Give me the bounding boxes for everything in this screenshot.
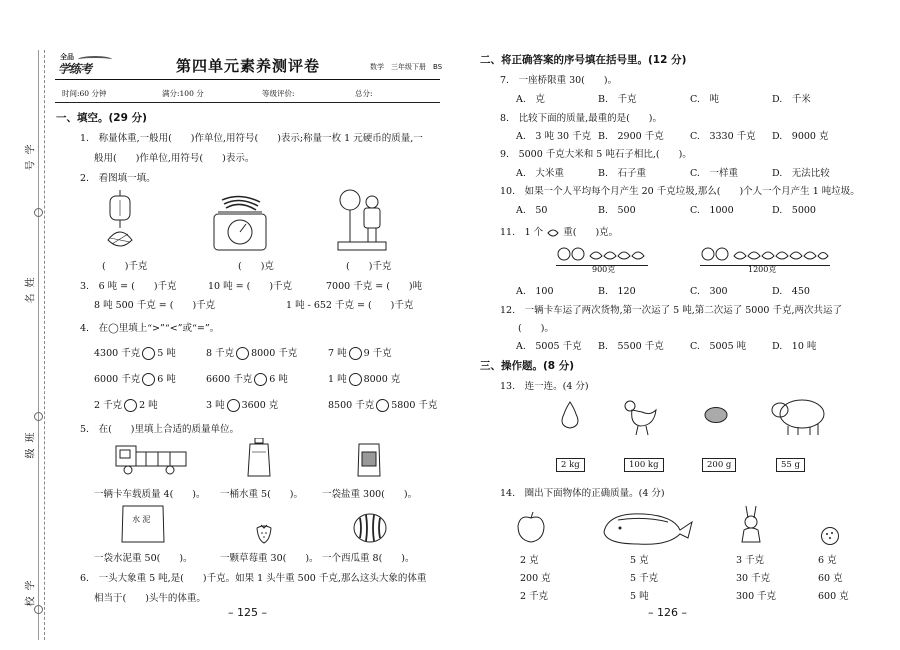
q4-r2-e: 1 吨	[328, 374, 347, 385]
q14-apple-3[interactable]: 2 千克	[520, 591, 549, 602]
q4-r3-d: 3600 克	[241, 400, 279, 411]
q4-r2-c: 6600 千克	[206, 374, 253, 385]
binding-line-solid	[38, 50, 39, 640]
q6-line1: 6. 一头大象重 5 吨,是( )千克。如果 1 头牛重 500 千克,那么这头大象的体重	[80, 573, 427, 584]
q10-text: 10. 如果一个人平均每个月产生 20 千克垃圾,那么( )个人一个月产生 1 吨垃圾。	[500, 186, 860, 197]
q1-line2: 般用( )作单位,用符号( )表示。	[94, 153, 255, 164]
chicken-illustration	[620, 396, 660, 436]
q3-r1-c1: 3. 6 吨 = ( )千克	[80, 281, 177, 292]
spring-scale-illustration	[100, 190, 140, 252]
section-1-heading: 一、填空。(29 分)	[56, 112, 147, 124]
q4-r1-b: 5 吨	[157, 348, 176, 359]
q14-apple-1[interactable]: 2 克	[520, 555, 539, 566]
watermelon-illustration	[352, 512, 388, 544]
truck-illustration	[114, 440, 188, 476]
q8-option-d[interactable]: D. 9000 克	[772, 131, 829, 142]
binding-hole	[34, 412, 43, 421]
q4-r2-a: 6000 千克	[94, 374, 141, 385]
q11-option-d[interactable]: D. 450	[772, 286, 810, 297]
q4-text: 4. 在◯里填上“>”“<”或“=”。	[80, 323, 220, 334]
q14-ball-2[interactable]: 60 克	[818, 573, 843, 584]
q3-r1-c2: 10 吨 = ( )千克	[208, 281, 293, 292]
q4-row-1-col-2	[206, 345, 297, 360]
q12-option-b[interactable]: B. 5500 千克	[598, 341, 664, 352]
q7-option-b[interactable]: B. 千克	[598, 94, 637, 105]
compare-circle[interactable]	[236, 347, 249, 360]
side-label-student-no-1: 学	[25, 144, 37, 155]
binding-hole	[34, 208, 43, 217]
q10-option-a[interactable]: A. 50	[516, 205, 548, 216]
q4-r1-d: 8000 千克	[251, 348, 298, 359]
q4-row-2-col-2	[206, 371, 288, 386]
info-time: 时间:60 分钟	[62, 89, 107, 98]
q8-option-a[interactable]: A. 3 吨 30 千克	[516, 131, 592, 142]
page-number-left: – 125 –	[228, 606, 267, 619]
q4-r2-f: 8000 克	[363, 374, 401, 385]
side-label-school-1: 学	[25, 580, 37, 591]
fruit-group-1200g	[700, 244, 830, 264]
weight-tag-100kg[interactable]: 100 kg	[624, 458, 664, 472]
compare-circle[interactable]	[349, 347, 362, 360]
q9-option-c[interactable]: C. 一样重	[690, 168, 738, 179]
q12-line2: ( )。	[518, 323, 554, 334]
book-meta: 数学 三年级下册 BS	[370, 63, 443, 71]
q10-option-c[interactable]: C. 1000	[690, 205, 734, 216]
q5-r2-c3: 一个西瓜重 8( )。	[322, 553, 415, 564]
q14-rabbit-3[interactable]: 300 千克	[736, 591, 777, 602]
q11-option-a[interactable]: A. 100	[516, 286, 554, 297]
q1-line1: 1. 称量体重,一般用( )作单位,用符号( )表示;称量一枚 1 元硬币的质量,一	[80, 133, 423, 144]
brand-logo	[58, 54, 108, 74]
q10-option-d[interactable]: D. 5000	[772, 205, 816, 216]
q5-r2-c2: 一颗草莓重 30( )。	[220, 553, 319, 564]
ball-illustration	[820, 526, 840, 546]
q11-option-c[interactable]: C. 300	[690, 286, 728, 297]
logo-swoosh	[78, 56, 112, 63]
q4-row-1	[94, 345, 176, 360]
side-label-student-no-2: 号	[25, 160, 37, 171]
compare-circle[interactable]	[124, 399, 137, 412]
q4-r3-e: 8500 千克	[328, 400, 375, 411]
q14-whale-1[interactable]: 5 克	[630, 555, 649, 566]
q11-text-a: 11. 1 个	[500, 227, 544, 238]
pear-illustration	[558, 400, 582, 430]
cement-bag-label: 水 泥	[132, 515, 151, 524]
q11-text-b: 重( )克。	[563, 227, 619, 238]
q4-row-3-col-2	[206, 397, 278, 412]
q2-answer-2: ( )克	[238, 261, 274, 272]
info-full-score: 满分:100 分	[162, 89, 204, 98]
side-label-school-2: 校	[25, 596, 37, 607]
q14-ball-1[interactable]: 6 克	[818, 555, 837, 566]
q5-r2-c1: 一袋水泥重 50( )。	[94, 553, 193, 564]
q9-option-d[interactable]: D. 无法比较	[772, 168, 830, 179]
weight-tag-200g[interactable]: 200 g	[702, 458, 736, 472]
q8-text: 8. 比较下面的质量,最重的是( )。	[500, 113, 662, 124]
q4-row-3-col-3	[328, 397, 437, 412]
compare-circle[interactable]	[142, 347, 155, 360]
q7-option-c[interactable]: C. 吨	[690, 94, 719, 105]
q3-r2-c2: 1 吨 - 652 千克 = ( )千克	[286, 300, 414, 311]
q14-text: 14. 圈出下面物体的正确质量。(4 分)	[500, 488, 665, 499]
page-title: 第四单元素养测评卷	[176, 57, 321, 75]
strawberry-illustration	[254, 522, 274, 544]
q3-r1-c3: 7000 千克 = ( )吨	[326, 281, 423, 292]
q12-option-d[interactable]: D. 10 吨	[772, 341, 817, 352]
pig-illustration	[770, 394, 830, 436]
brand-logo-main: 学练考	[58, 62, 92, 76]
binding-line	[44, 50, 45, 640]
q2-answer-1: ( )千克	[102, 261, 148, 272]
weight-900g-label: 900克	[592, 265, 616, 274]
side-label-name-1: 姓	[25, 277, 37, 288]
q4-r3-f: 5800 千克	[391, 400, 438, 411]
side-label-name-2: 名	[25, 293, 37, 304]
q4-row-2-col-3	[328, 371, 400, 386]
q4-r2-b: 6 吨	[157, 374, 176, 385]
q14-apple-2[interactable]: 200 克	[520, 573, 551, 584]
q5-text: 5. 在( )里填上合适的质量单位。	[80, 424, 239, 435]
salt-bag-illustration	[356, 442, 382, 478]
q4-r1-c: 8 千克	[206, 348, 235, 359]
weight-tag-55g[interactable]: 55 g	[776, 458, 805, 472]
q14-rabbit-1[interactable]: 3 千克	[736, 555, 765, 566]
q4-r2-d: 6 吨	[269, 374, 288, 385]
q14-whale-2[interactable]: 5 千克	[630, 573, 659, 584]
side-label-class-2: 级	[25, 448, 37, 459]
egg-illustration	[704, 406, 728, 424]
q4-row-1-col-3	[328, 345, 392, 360]
q4-row-3	[94, 397, 158, 412]
q14-rabbit-2[interactable]: 30 千克	[736, 573, 771, 584]
weight-1200g-label: 1200克	[748, 265, 777, 274]
section-3-heading: 三、操作题。(8 分)	[480, 360, 575, 372]
side-label-class-1: 班	[25, 432, 37, 443]
q4-row-2	[94, 371, 176, 386]
q9-text: 9. 5000 千克大米和 5 吨石子相比,( )。	[500, 149, 692, 160]
q4-r3-a: 2 千克	[94, 400, 123, 411]
q4-r1-e: 7 吨	[328, 348, 347, 359]
q14-ball-3[interactable]: 600 克	[818, 591, 849, 602]
q7-text: 7. 一座桥限重 30( )。	[500, 75, 618, 86]
q14-whale-3[interactable]: 5 吨	[630, 591, 649, 602]
q4-r3-c: 3 吨	[206, 400, 225, 411]
q4-r3-b: 2 吨	[139, 400, 158, 411]
weight-tag-2kg[interactable]: 2 kg	[556, 458, 585, 472]
q5-r1-c2: 一桶水重 5( )。	[220, 489, 303, 500]
q12-option-c[interactable]: C. 5005 吨	[690, 341, 747, 352]
q5-r1-c1: 一辆卡车载质量 4( )。	[94, 489, 206, 500]
q6-line2: 相当于( )头牛的体重。	[94, 593, 206, 604]
info-grade: 等级评价:	[262, 89, 295, 98]
compare-circle[interactable]	[254, 373, 267, 386]
q2-text: 2. 看图填一填。	[80, 173, 156, 184]
q4-r1-a: 4300 千克	[94, 348, 141, 359]
whale-illustration	[598, 508, 694, 548]
header-rule	[55, 79, 440, 80]
fruit-group-900g	[556, 244, 648, 264]
q11-option-b[interactable]: B. 120	[598, 286, 636, 297]
q2-answer-3: ( )千克	[346, 261, 392, 272]
q4-r1-f: 9 千克	[363, 348, 392, 359]
q7-option-a[interactable]: A. 克	[516, 94, 545, 105]
q3-r2-c1: 8 吨 500 千克 = ( )千克	[94, 300, 216, 311]
peach-icon	[546, 227, 560, 239]
q12-line1: 12. 一辆卡车运了两次货物,第一次运了 5 吨,第二次运了 5000 千克,两次共运了	[500, 305, 842, 316]
q11-text	[500, 224, 618, 239]
page-number-right: – 126 –	[648, 606, 687, 619]
rabbit-toy-illustration	[736, 504, 766, 544]
compare-circle[interactable]	[227, 399, 240, 412]
q13-text: 13. 连一连。(4 分)	[500, 381, 589, 392]
water-bucket-illustration	[244, 438, 274, 478]
brand-logo-top: 全品	[60, 53, 74, 61]
compare-circle[interactable]	[376, 399, 389, 412]
info-rule	[55, 102, 440, 103]
q5-r1-c3: 一袋盐重 300( )。	[322, 489, 418, 500]
q8-option-b[interactable]: B. 2900 千克	[598, 131, 664, 142]
q10-option-b[interactable]: B. 500	[598, 205, 636, 216]
q8-option-c[interactable]: C. 3330 千克	[690, 131, 756, 142]
apple-illustration	[516, 510, 546, 544]
boy-on-scale-illustration	[330, 188, 390, 252]
q12-option-a[interactable]: A. 5005 千克	[516, 341, 582, 352]
compare-circle[interactable]	[349, 373, 362, 386]
q7-option-d[interactable]: D. 千米	[772, 94, 811, 105]
section-2-heading: 二、将正确答案的序号填在括号里。(12 分)	[480, 54, 687, 66]
q9-option-a[interactable]: A. 大米重	[516, 168, 564, 179]
platform-scale-bananas-illustration	[210, 190, 270, 252]
info-total: 总分:	[355, 89, 373, 98]
q9-option-b[interactable]: B. 石子重	[598, 168, 647, 179]
compare-circle[interactable]	[142, 373, 155, 386]
